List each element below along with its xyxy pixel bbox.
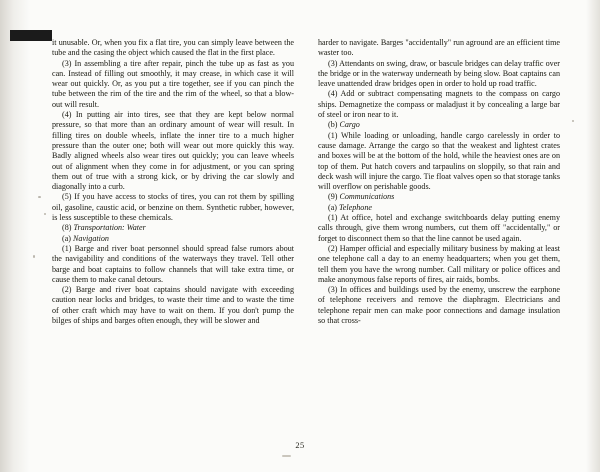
paragraph-text: In assembling a tire after repair, pinch the tube up as fast as you can. Instead of filling out smoothly, it may crease, in which case it will wear out quickly. Or, as you put a tire together, see if you can pinch the tube between the rim of the tire and the rim of the wheel, so that a blow-out will result. (52, 58, 294, 109)
body-paragraph (318, 59, 560, 90)
paragraph-number: (1) (328, 130, 338, 140)
paragraph-text: Attendants on swing, draw, or bascule bridges can delay traffic over the bridge or in the waterway underneath by being slow. Boat captains can leave unattended draw bridges open in order to hold up road traffic. (318, 58, 560, 89)
scan-speck (44, 213, 46, 215)
section-number: (9) (328, 192, 338, 202)
scan-speck (38, 196, 41, 198)
page-columns (52, 38, 560, 438)
paragraph-number: (3) (328, 58, 338, 68)
subsection-number: (a) (328, 202, 337, 212)
page-number: 25 (295, 441, 305, 450)
body-paragraph (52, 59, 294, 110)
paragraph-number: (3) (62, 58, 72, 68)
subsection-heading (318, 203, 560, 213)
redaction-mark (10, 30, 52, 41)
subsection-heading (318, 120, 560, 130)
paragraph-text: it unusable. Or, when you fix a flat tire, you can simply leave between the tube and the casing the object which caused the flat in the first place. (52, 38, 294, 58)
body-paragraph (318, 38, 560, 59)
paragraph-number: (1) (328, 213, 338, 223)
paragraph-number: (2) (328, 243, 338, 253)
scan-speck (33, 255, 35, 258)
scan-speck (282, 455, 291, 457)
paragraph-number: (5) (62, 192, 72, 202)
paragraph-text: harder to navigate. Barges "accidentally" run aground are an efficient time waster too. (318, 38, 560, 58)
subsection-title: Telephone (336, 202, 372, 212)
subsection-number: (b) (328, 120, 338, 130)
section-heading (52, 223, 294, 233)
subsection-title: Navigation (70, 233, 109, 243)
section-number: (8) (62, 223, 72, 233)
right-text-column (318, 38, 560, 438)
paragraph-text: At office, hotel and exchange switchboards delay putting enemy calls through, give them wrong numbers, cut them off "accidentally," or forget to disconnect them so that the line cannot be used again. (318, 213, 560, 243)
paragraph-number: (1) (62, 243, 72, 253)
section-title: Transportation: Water (71, 223, 146, 233)
paragraph-number: (3) (328, 285, 338, 295)
paragraph-number: (4) (328, 89, 338, 99)
body-paragraph (52, 192, 294, 223)
paragraph-text: While loading or unloading, handle cargo carelessly in order to cause damage. Arrange the cargo so that the weakest and lightest crates and boxes will be at the bottom of the hold, while the heaviest ones are on top of them. Put hatch covers and tarpaulins on sloppily, so that rain and deck wash will injure the cargo. Tie float valves open so that storage tanks will overflow on perishable goods. (318, 130, 560, 192)
body-paragraph (52, 285, 294, 326)
scan-speck (572, 120, 574, 122)
body-paragraph (52, 110, 294, 192)
body-paragraph (318, 131, 560, 193)
subsection-number: (a) (62, 233, 71, 243)
paragraph-text: Barge and river boat personnel should spread false rumors about the navigability and conditions of the waterways they travel. Tell other barge and boat captains to follow channels that will take extra time, or cause them to make canal detours. (52, 243, 294, 284)
body-paragraph (318, 213, 560, 244)
paragraph-number: (4) (62, 110, 72, 120)
section-title: Communications (337, 192, 395, 202)
subsection-title: Cargo (337, 120, 360, 130)
subsection-heading (52, 234, 294, 244)
body-paragraph (318, 244, 560, 285)
paragraph-text: Hamper official and especially military business by making at least one telephone call a day to an enemy headquarters; when you get them, tell them you have the wrong number. Call military or police offices and make anonymous false reports of fires, air raids, bombs. (318, 243, 560, 284)
section-heading (318, 192, 560, 202)
paragraph-text: Add or subtract compensating magnets to the compass on cargo ships. Demagnetize the compass or maladjust it by concealing a large bar of steel or iron near to it. (318, 89, 560, 120)
body-paragraph (52, 244, 294, 285)
paragraph-text: In putting air into tires, see that they are kept below normal pressure, so that more than an ordinary amount of wear will result. In filling tires on double wheels, inflate the inner tire to a much higher pressure than the outer one; both will wear out more quickly this way. Badly aligned wheels also wear tires out quickly; you can leave wheels out of alignment when they come in for adjustment, or you can spring them out of true with a strong kick, or by driving the car slowly and diagonally into a curb. (52, 110, 294, 192)
body-paragraph (318, 285, 560, 326)
body-paragraph (318, 89, 560, 120)
paragraph-text: If you have access to stocks of tires, you can rot them by spilling oil, gasoline, caustic acid, or benzine on them. Synthetic rubber, however, is less susceptible to these chemicals. (52, 192, 294, 223)
left-text-column (52, 38, 294, 438)
paragraph-text: Barge and river boat captains should navigate with exceeding caution near locks and bridges, to waste their time and to waste the time of other craft which may have to wait on them. If you don't pump the bilges of ships and barges often enough, they will be slower and (52, 285, 294, 326)
body-paragraph (52, 38, 294, 59)
paragraph-number: (2) (62, 285, 72, 295)
paragraph-text: In offices and buildings used by the enemy, unscrew the earphone of telephone receivers and remove the diaphragm. Electricians and telephone repair men can make poor connections and damage insulation so that cross- (318, 285, 560, 326)
